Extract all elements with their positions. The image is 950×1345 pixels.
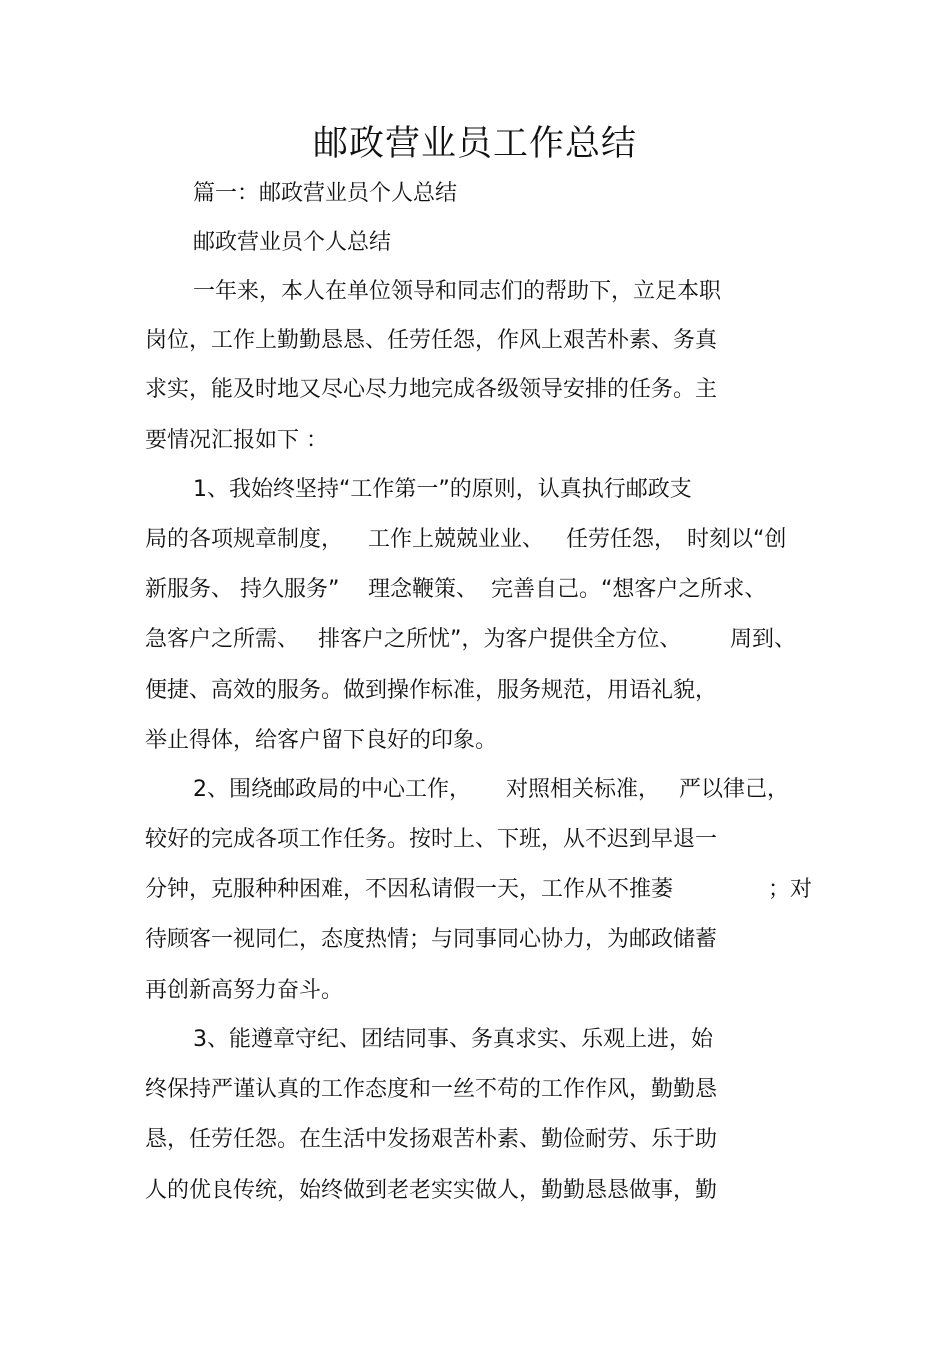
p1-line-4-seg-3: 周到、 <box>730 627 797 652</box>
intro-line-2: 岗位，工作上勤勤恳恳、任劳任怨，作风上艰苦朴素、务真 <box>145 328 718 353</box>
p2-line-3-seg-1: 分钟，克服种种困难，不因私请假一天，工作从不推萎 <box>145 877 674 902</box>
p1-line-5: 便捷、高效的服务。做到操作标准，服务规范，用语礼貌， <box>145 678 718 703</box>
p3-line-4: 人的优良传统，始终做到老老实实做人，勤勤恳恳做事，勤 <box>145 1178 718 1203</box>
p1-line-3-seg-1: 新服务、 持久服务” <box>145 577 340 602</box>
p2-line-5: 再创新高努力奋斗。 <box>145 978 344 1003</box>
p1-line-4-seg-2: 排客户之所忧”，为客户提供全方位、 <box>318 627 682 652</box>
document-title: 邮政营业员工作总结 <box>312 124 637 164</box>
p3-line-3: 恳，任劳任怨。在生活中发扬艰苦朴素、勤俭耐劳、乐于助 <box>145 1127 718 1152</box>
p1-line-3-seg-2: 理念鞭策、 <box>368 577 479 602</box>
p2-line-1-seg-2: 对照相关标准， <box>506 777 661 802</box>
p1-line-2-seg-4: 时刻以“创 <box>687 527 787 552</box>
p2-line-3-seg-2: ；对 <box>768 877 813 902</box>
section-heading: 篇一：邮政营业员个人总结 <box>193 181 458 206</box>
subheading: 邮政营业员个人总结 <box>193 230 392 255</box>
p1-line-2-seg-3: 任劳任怨， <box>566 527 677 552</box>
p2-line-2: 较好的完成各项工作任务。按时上、下班，从不迟到早退一 <box>145 827 718 852</box>
intro-line-4: 要情况汇报如下 ： <box>145 428 328 453</box>
p1-line-3-seg-3: 完善自己。“想客户之所求、 <box>491 577 767 602</box>
p3-line-2: 终保持严谨认真的工作态度和一丝不苟的工作作风，勤勤恳 <box>145 1077 718 1102</box>
p2-line-1-seg-1: 2、围绕邮政局的中心工作， <box>193 777 471 802</box>
p3-line-1: 3、能遵章守纪、团结同事、务真求实、乐观上进，始 <box>193 1027 713 1052</box>
p2-line-1-seg-3: 严以律己， <box>679 777 790 802</box>
p2-line-4: 待顾客一视同仁，态度热情；与同事同心协力，为邮政储蓄 <box>145 927 718 952</box>
intro-line-1: 一年来，本人在单位领导和同志们的帮助下，立足本职 <box>193 279 722 304</box>
p1-line-6: 举止得体，给客户留下良好的印象。 <box>145 728 498 753</box>
p1-line-4-seg-1: 急客户之所需、 <box>145 627 300 652</box>
p1-line-1: 1、我始终坚持“工作第一”的原则，认真执行邮政支 <box>193 477 692 502</box>
intro-line-3: 求实，能及时地又尽心尽力地完成各级领导安排的任务。主 <box>145 377 718 402</box>
p1-line-2-seg-2: 工作上兢兢业业、 <box>368 527 545 552</box>
p1-line-2-seg-1: 局的各项规章制度， <box>145 527 344 552</box>
